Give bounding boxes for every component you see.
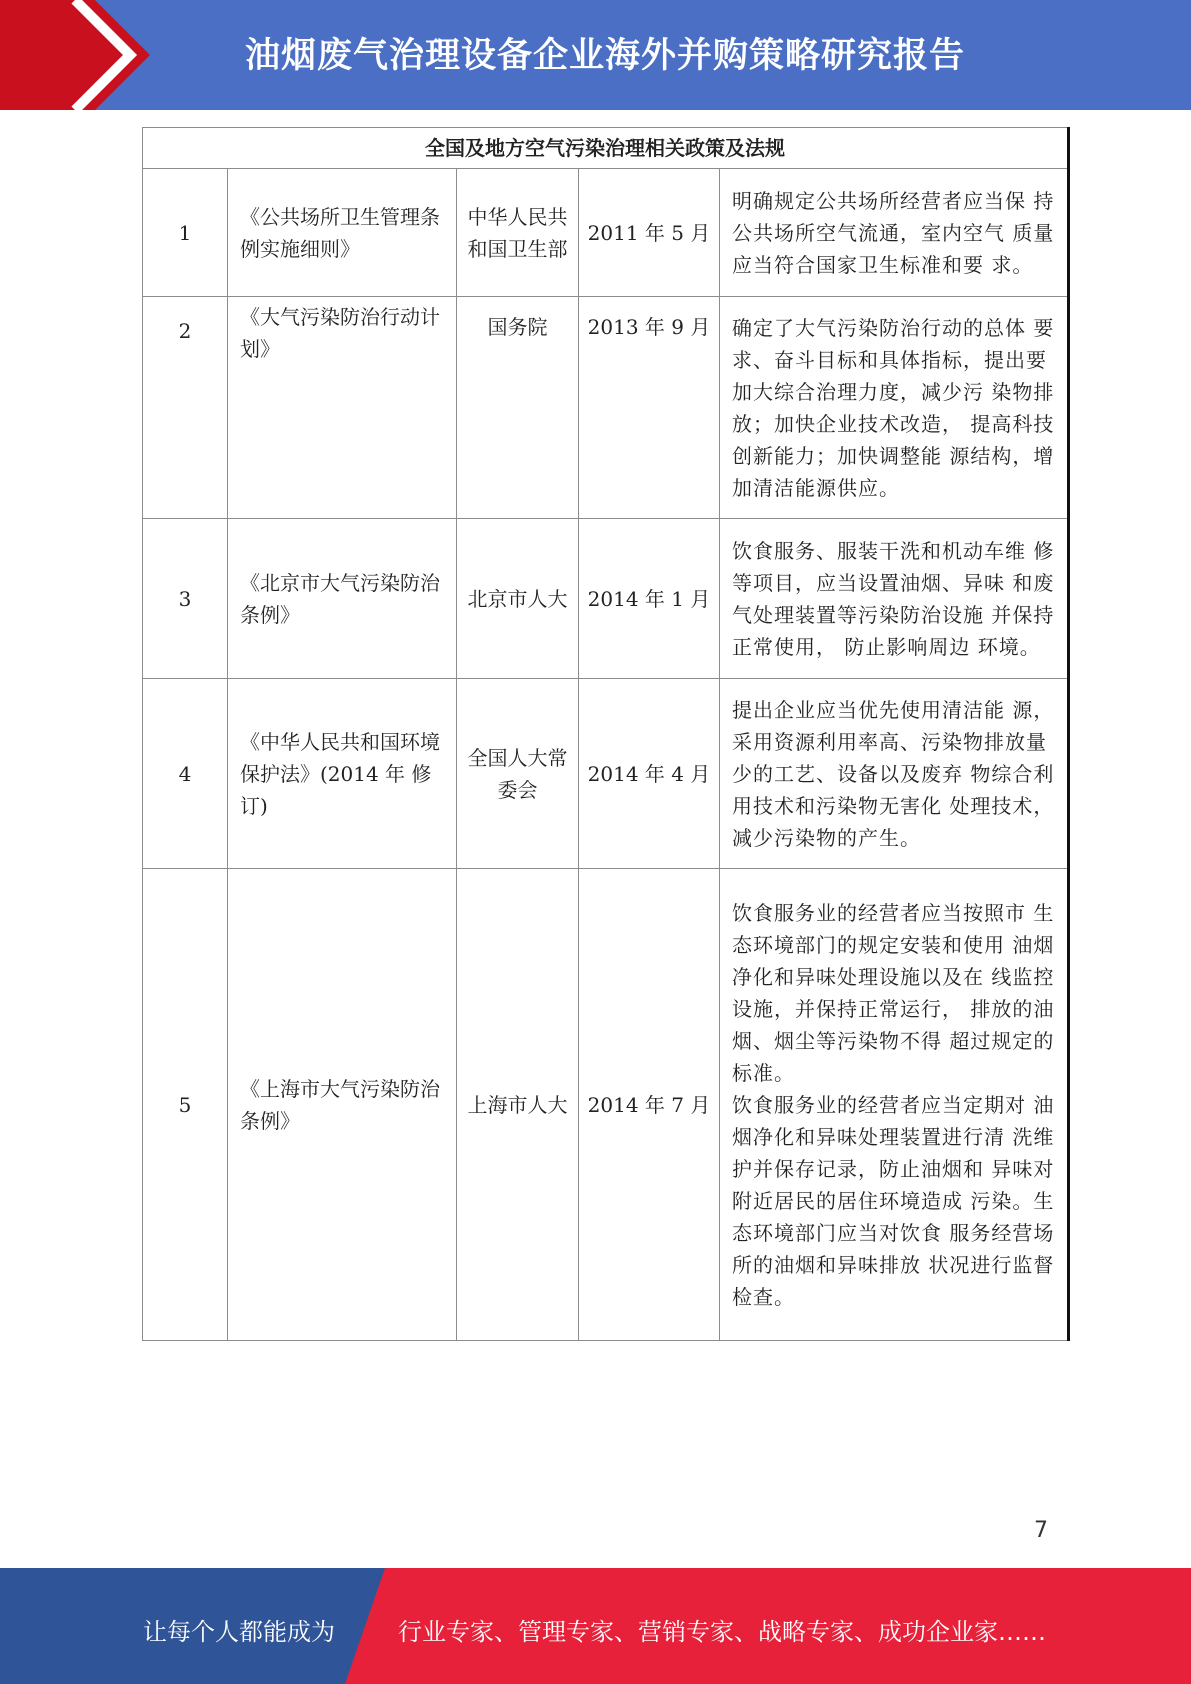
page-footer [0,1568,1191,1684]
page-number: 7 [1034,1518,1048,1543]
table-row [143,297,1069,519]
row-number: 1 [143,169,228,297]
footer-slogan-right: 行业专家、管理专家、营销专家、战略专家、成功企业家…… [398,1618,1046,1646]
regulation-description: 确定了大气污染防治行动的总体 要求、奋斗目标和具体指标，提出要加大综合治理力度，减少污 染物排放；加快企业技术改造， 提高科技创新能力；加快调整能 源结构，增加清洁能源供应。 [720,297,1069,519]
table-row [143,679,1069,869]
regulation-description: 饮食服务、服装干洗和机动车维 修等项目，应当设置油烟、异味 和废气处理装置等污染防治设施 并保持正常使用， 防止影响周边 环境。 [720,519,1069,679]
table-row [143,869,1069,1341]
regulation-name: 《中华人民共和国环境保护法》(2014 年 修订) [228,679,457,869]
regulation-description: 明确规定公共场所经营者应当保 持公共场所空气流通，室内空气 质量应当符合国家卫生标准和要 求。 [720,169,1069,297]
issuing-authority: 上海市人大 [457,869,579,1341]
issue-date: 2011 年 5 月 [579,169,720,297]
header-red-arrow-decoration [0,0,160,110]
issuing-authority: 北京市人大 [457,519,579,679]
issue-date: 2014 年 4 月 [579,679,720,869]
page-header [0,0,1191,110]
issue-date: 2014 年 1 月 [579,519,720,679]
regulation-description: 提出企业应当优先使用清洁能 源，采用资源利用率高、污染物排放量少的工艺、设备以及废弃 物综合利用技术和污染物无害化 处理技术， 减少污染物的产生。 [720,679,1069,869]
regulation-description [720,869,1069,1341]
row-number: 4 [143,679,228,869]
table-title-row [143,128,1069,169]
table-row [143,169,1069,297]
regulation-name: 《大气污染防治行动计划》 [228,297,457,519]
row-number: 5 [143,869,228,1341]
regulation-name: 《上海市大气污染防治条例》 [228,869,457,1341]
issuing-authority: 中华人民共和国卫生部 [457,169,579,297]
issue-date: 2013 年 9 月 [579,297,720,519]
table-row [143,519,1069,679]
regulation-name: 《北京市大气污染防治条例》 [228,519,457,679]
issuing-authority: 全国人大常委会 [457,679,579,869]
row-number: 3 [143,519,228,679]
description-paragraph: 饮食服务业的经营者应当按照市 生态环境部门的规定安装和使用 油烟净化和异味处理设施以及在 线监控设施，并保持正常运行， 排放的油烟、烟尘等污染物不得 超过规定的标准。 [732,900,1055,1085]
policy-table [142,127,1070,1341]
description-paragraph: 饮食服务业的经营者应当定期对 油烟净化和异味处理装置进行清 洗维护并保存记录，防止油烟和 异味对附近居民的居住环境造成 污染。生态环境部门应当对饮食 服务经营场所的油烟和异味排放 状况进行监督检查。 [732,1092,1055,1309]
row-number: 2 [143,297,228,519]
issue-date: 2014 年 7 月 [579,869,720,1341]
footer-slogan-left: 让每个人都能成为 [143,1618,335,1646]
issuing-authority: 国务院 [457,297,579,519]
table-title: 全国及地方空气污染治理相关政策及法规 [143,128,1069,169]
report-title: 油烟废气治理设备企业海外并购策略研究报告 [245,36,966,76]
regulation-name: 《公共场所卫生管理条例实施细则》 [228,169,457,297]
